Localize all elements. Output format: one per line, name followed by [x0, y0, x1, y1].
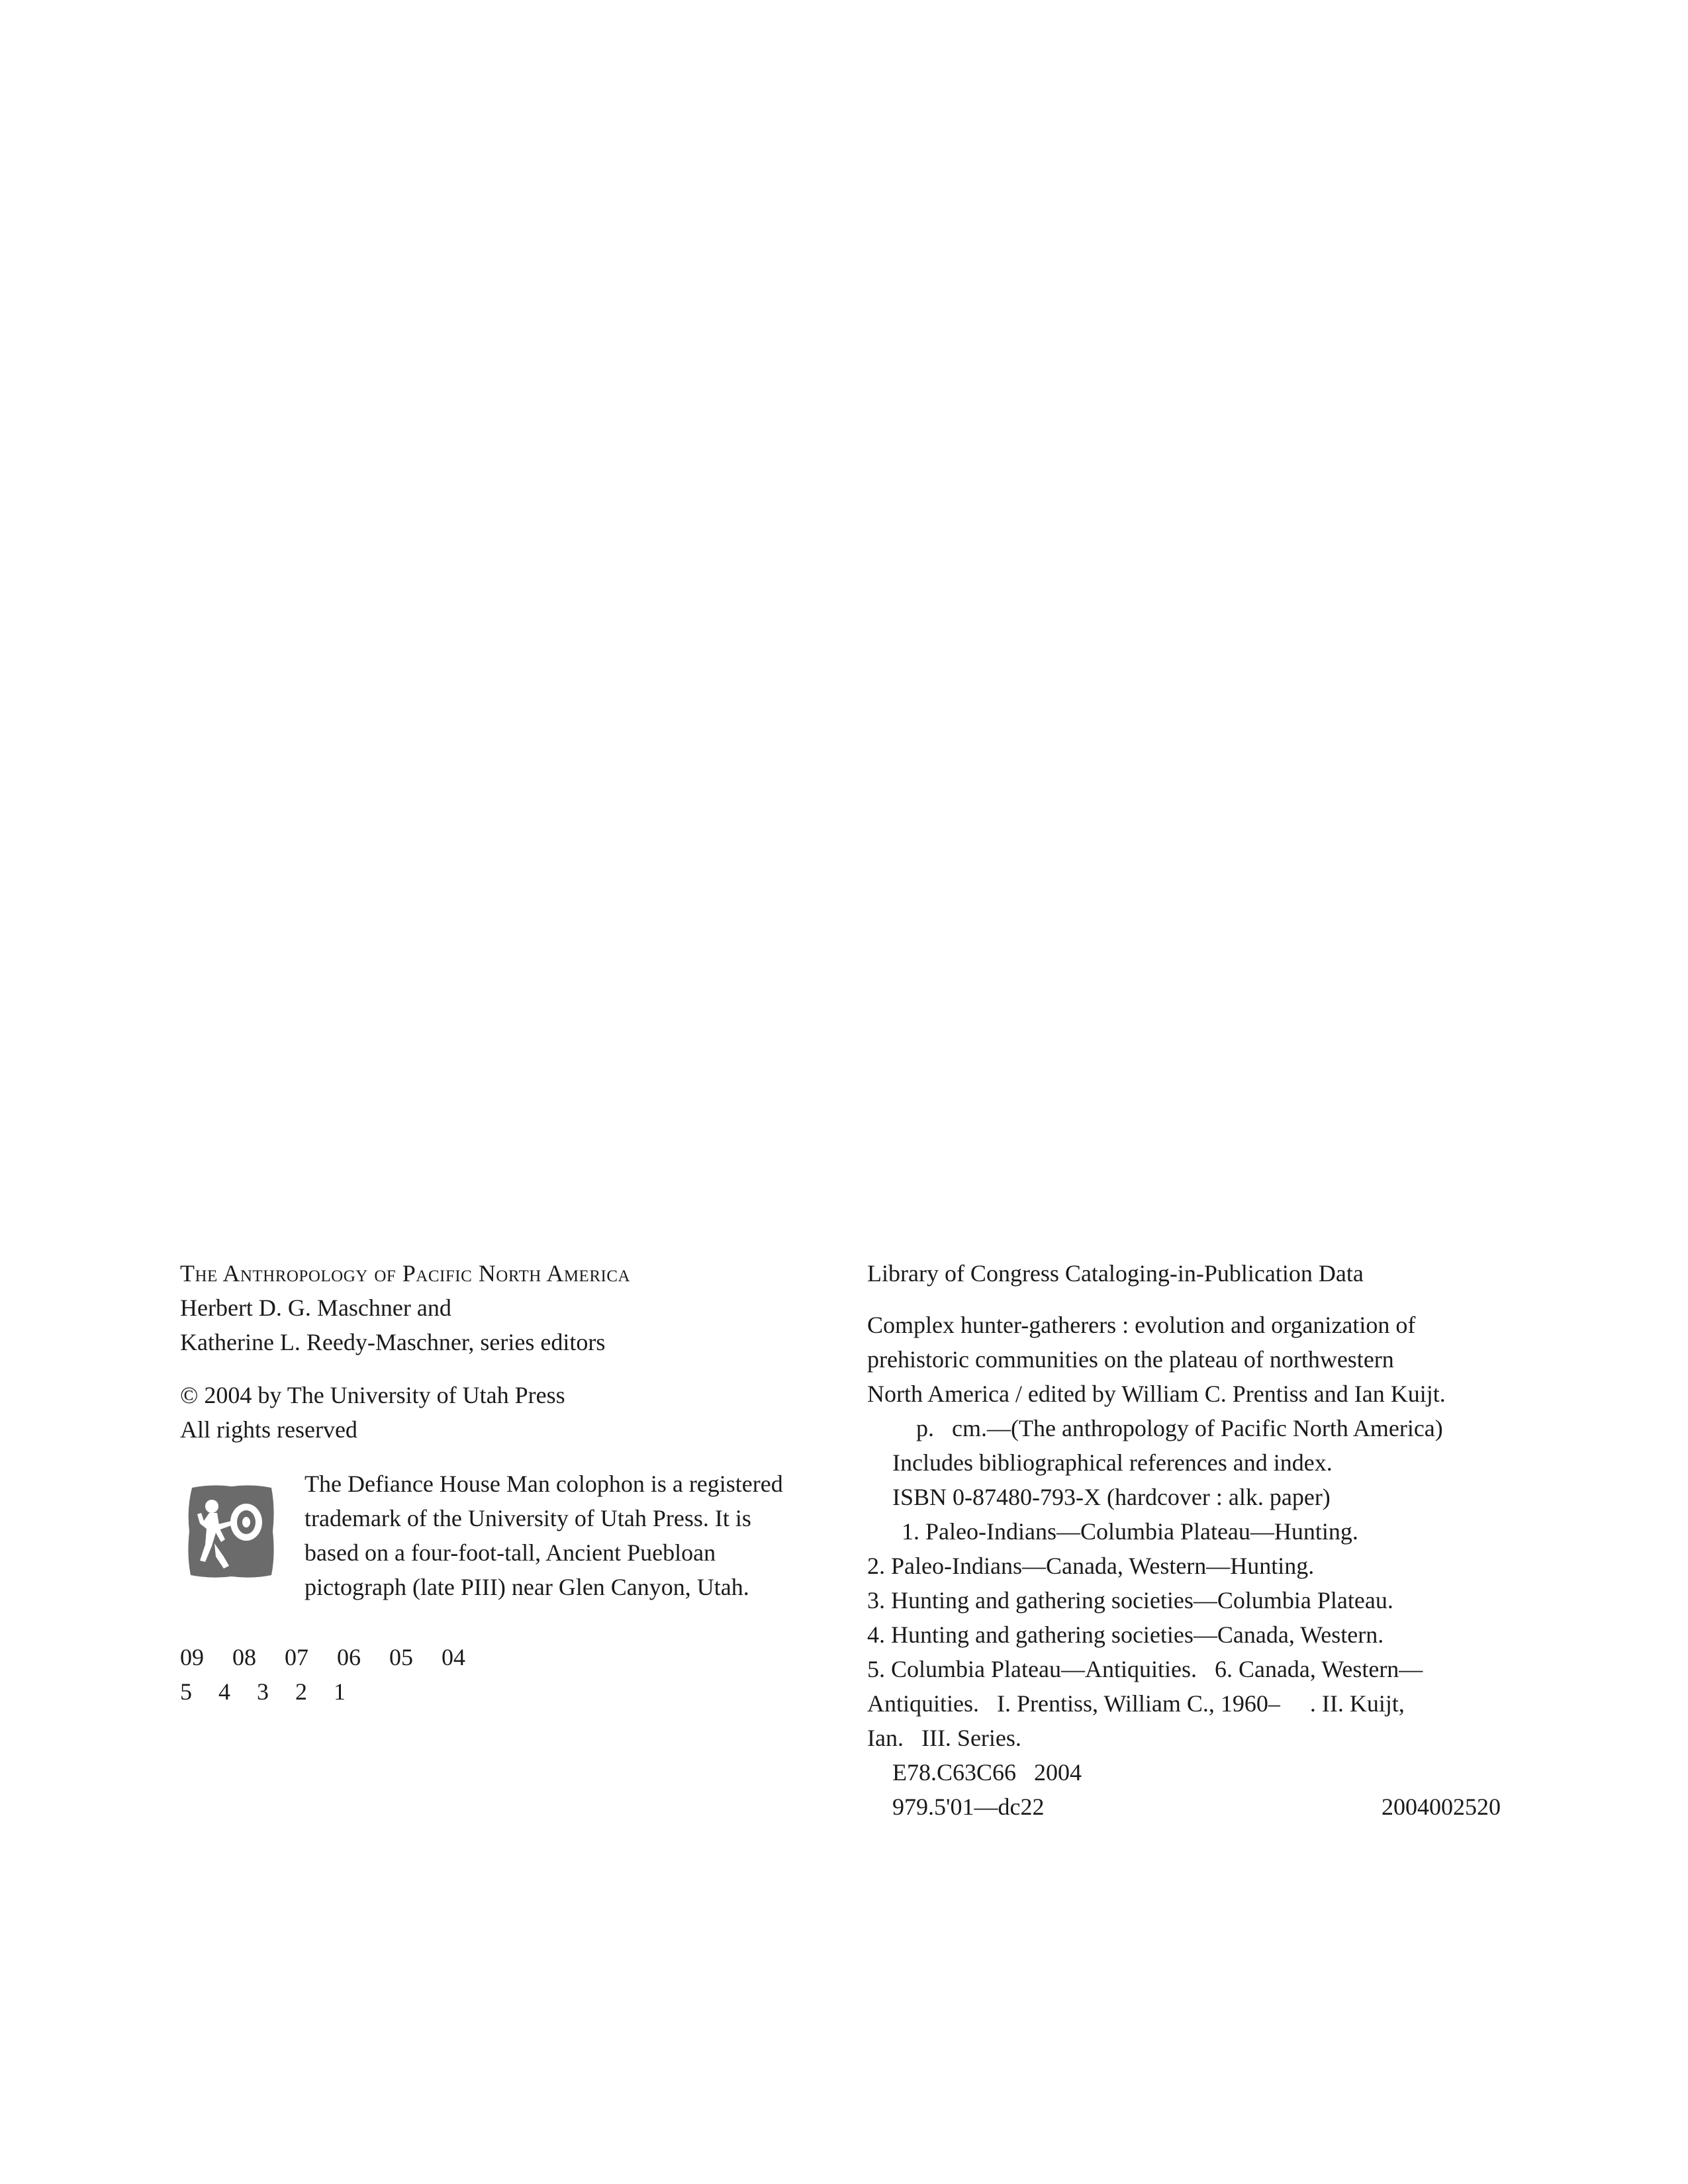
cip-lccn: 2004002520 [1382, 1794, 1501, 1820]
copyright-notice: © 2004 by The University of Utah Press [180, 1382, 565, 1408]
printing-year: 06 [337, 1644, 361, 1670]
cip-subject-line: 4. Hunting and gathering societies—Canada, Western. [867, 1621, 1384, 1648]
printing-line [180, 1640, 842, 1709]
cip-subject-line: 3. Hunting and gathering societies—Columbia Plateau. [867, 1587, 1393, 1614]
cip-subject-line: Ian. III. Series. [867, 1725, 1021, 1751]
colophon-line-2: trademark of the University of Utah Press. It is [305, 1505, 751, 1531]
cip-subject-line: 2. Paleo-Indians—Canada, Western—Hunting. [867, 1553, 1315, 1579]
cip-title-line: North America / edited by William C. Prentiss and Ian Kuijt. [867, 1381, 1446, 1407]
colophon-line-4: pictograph (late PIII) near Glen Canyon, Utah. [305, 1574, 749, 1600]
printing-year: 05 [389, 1644, 413, 1670]
cip-lc-call-number: E78.C63C66 2004 [892, 1759, 1082, 1786]
colophon-block [180, 1467, 842, 1604]
left-column [180, 1256, 842, 1709]
series-editors-line-2: Katherine L. Reedy-Maschner, series editors [180, 1329, 606, 1355]
printing-run: 3 [257, 1678, 269, 1705]
printing-run: 2 [295, 1678, 307, 1705]
cip-subject-line: 5. Columbia Plateau—Antiquities. 6. Canada, Western— [867, 1656, 1423, 1682]
cip-title-line: prehistoric communities on the plateau of northwestern [867, 1346, 1394, 1373]
colophon-line-3: based on a four-foot-tall, Ancient Puebloan [305, 1539, 716, 1566]
printing-year: 07 [285, 1644, 308, 1670]
cip-dewey-number: 979.5'01—dc22 [892, 1794, 1045, 1820]
cip-isbn: ISBN 0-87480-793-X (hardcover : alk. paper) [892, 1484, 1331, 1510]
printing-year: 09 [180, 1644, 204, 1670]
printing-year: 08 [232, 1644, 256, 1670]
cip-physical-description: p. cm.—(The anthropology of Pacific North America) [916, 1415, 1443, 1441]
printing-run: 4 [218, 1678, 230, 1705]
colophon-line-1: The Defiance House Man colophon is a registered [305, 1471, 783, 1497]
rights-notice: All rights reserved [180, 1416, 357, 1443]
series-editors-line-1: Herbert D. G. Maschner and [180, 1295, 451, 1321]
printing-run: 5 [180, 1678, 192, 1705]
printing-year: 04 [442, 1644, 465, 1670]
cip-includes: Includes bibliographical references and index. [892, 1449, 1333, 1476]
cip-title-line: Complex hunter-gatherers : evolution and organization of [867, 1312, 1416, 1338]
cip-heading: Library of Congress Cataloging-in-Publication Data [867, 1260, 1364, 1287]
cip-subject-line: 1. Paleo-Indians—Columbia Plateau—Hunting. [902, 1518, 1358, 1545]
printing-run: 1 [334, 1678, 346, 1705]
series-title: The Anthropology of Pacific North America [180, 1260, 631, 1287]
cip-data-block [867, 1256, 1529, 1824]
cip-classification-row [867, 1790, 1501, 1824]
cip-subject-line: Antiquities. I. Prentiss, William C., 1960– . II. Kuijt, [867, 1690, 1405, 1717]
printing-years [180, 1640, 842, 1674]
defiance-house-man-logo-icon [185, 1482, 277, 1580]
printing-runs [180, 1674, 842, 1709]
